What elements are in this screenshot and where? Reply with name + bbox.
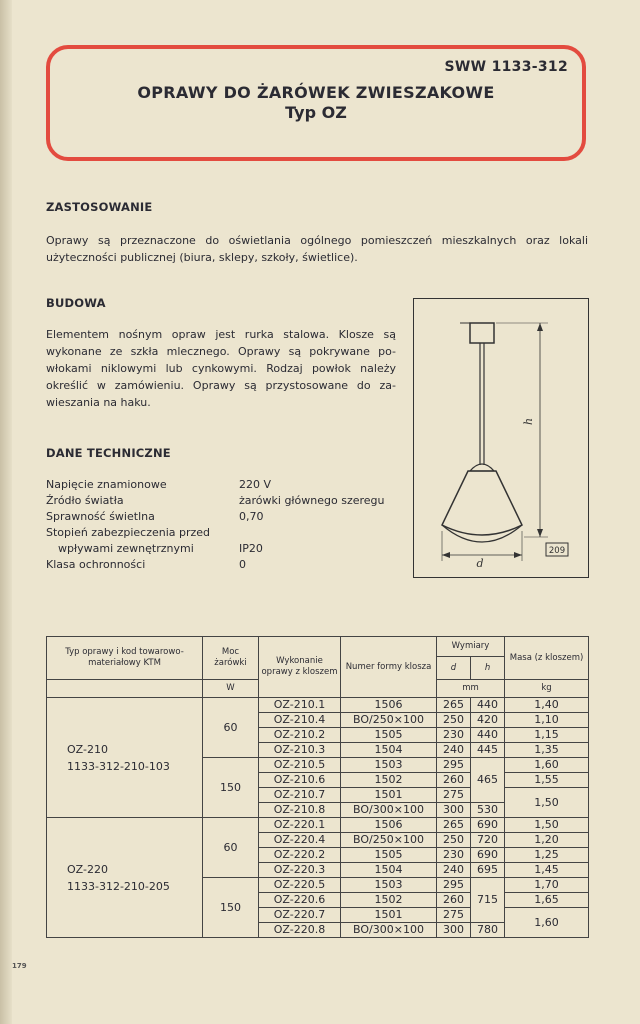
dim-h-arrow-bottom	[537, 529, 543, 537]
form-cell: 1506	[341, 818, 437, 833]
dim-d-label: d	[476, 557, 484, 570]
spec-value: 0,70	[239, 510, 264, 523]
form-cell: 1504	[341, 863, 437, 878]
d-cell: 295	[437, 878, 471, 893]
header-mass: Masa (z kloszem)	[505, 637, 589, 680]
h-cell: 780	[471, 923, 505, 938]
mass-cell: 1,10	[505, 713, 589, 728]
form-cell: 1505	[341, 728, 437, 743]
form-cell: BO/300×100	[341, 923, 437, 938]
exec-cell: OZ-210.1	[259, 698, 341, 713]
spec-label: Napięcie znamionowe	[46, 478, 167, 491]
heading-zastosowanie: ZASTOSOWANIE	[46, 200, 153, 214]
d-cell: 230	[437, 848, 471, 863]
heading-budowa: BUDOWA	[46, 296, 106, 310]
exec-cell: OZ-220.7	[259, 908, 341, 923]
canopy-shape	[470, 323, 494, 343]
lamp-holder	[470, 464, 494, 471]
form-cell: 1504	[341, 743, 437, 758]
power-cell: 150	[203, 758, 259, 818]
exec-cell: OZ-210.7	[259, 788, 341, 803]
product-table	[46, 636, 589, 938]
mass-cell-shared: 1,50	[505, 788, 589, 818]
spec-row	[46, 541, 406, 557]
h-cell: 695	[471, 863, 505, 878]
spec-row	[46, 557, 406, 573]
table-row	[47, 818, 589, 833]
budowa-line-5: wieszania na haku.	[46, 396, 151, 409]
exec-cell: OZ-220.3	[259, 863, 341, 878]
dim-d-arrow-right	[514, 552, 522, 558]
mass-cell: 1,70	[505, 878, 589, 893]
lamp-drawing	[413, 298, 589, 578]
exec-cell: OZ-210.6	[259, 773, 341, 788]
exec-cell: OZ-210.5	[259, 758, 341, 773]
budowa-line-3: włokami niklowymi lub cynkowymi. Rodzaj powłok należy	[46, 362, 396, 375]
d-cell: 240	[437, 863, 471, 878]
spec-value: IP20	[239, 542, 263, 555]
h-cell: 690	[471, 818, 505, 833]
exec-cell: OZ-220.4	[259, 833, 341, 848]
form-cell: BO/250×100	[341, 833, 437, 848]
form-cell: 1502	[341, 893, 437, 908]
exec-cell: OZ-210.8	[259, 803, 341, 818]
mass-cell: 1,20	[505, 833, 589, 848]
reference-number: 209	[548, 546, 566, 556]
mass-cell-shared: 1,60	[505, 908, 589, 938]
power-cell: 60	[203, 698, 259, 758]
d-cell: 265	[437, 818, 471, 833]
dim-d-arrow-left	[442, 552, 450, 558]
form-cell: 1506	[341, 698, 437, 713]
exec-cell: OZ-220.2	[259, 848, 341, 863]
spec-label: Klasa ochronności	[46, 558, 146, 571]
dim-h-arrow-top	[537, 323, 543, 331]
shade-bottom	[442, 525, 522, 542]
ktm-code: 1133-312-210-103	[67, 759, 170, 773]
spec-label: Źródło światła	[46, 494, 124, 507]
form-cell: 1503	[341, 758, 437, 773]
mass-cell: 1,35	[505, 743, 589, 758]
form-cell: 1505	[341, 848, 437, 863]
lamp-shade	[442, 471, 522, 535]
d-cell: 275	[437, 908, 471, 923]
d-cell: 300	[437, 803, 471, 818]
standard-code: SWW 1133-312	[444, 59, 568, 75]
budowa-text	[46, 326, 396, 411]
exec-cell: OZ-210.3	[259, 743, 341, 758]
ktm-code: 1133-312-210-205	[67, 879, 170, 893]
mass-cell: 1,25	[505, 848, 589, 863]
d-cell: 240	[437, 743, 471, 758]
header-power: Moc żarówki	[203, 637, 259, 680]
form-cell: BO/250×100	[341, 713, 437, 728]
exec-cell: OZ-220.1	[259, 818, 341, 833]
h-cell: 420	[471, 713, 505, 728]
header-execution: Wykonanie oprawy z kloszem	[259, 637, 341, 698]
budowa-line-2: wykonane ze szkła mlecznego. Oprawy są pokrywane po-	[46, 345, 396, 358]
d-cell: 265	[437, 698, 471, 713]
mass-cell: 1,65	[505, 893, 589, 908]
h-cell: 445	[471, 743, 505, 758]
mass-cell: 1,60	[505, 758, 589, 773]
h-cell: 530	[471, 803, 505, 818]
technical-data-list	[46, 477, 406, 573]
mass-cell: 1,50	[505, 818, 589, 833]
page-edge	[0, 0, 12, 1024]
page-number: 179	[12, 962, 27, 970]
zastosowanie-line-2: użyteczności publicznej (biura, sklepy, szkoły, świetlice).	[46, 251, 358, 264]
h-cell: 690	[471, 848, 505, 863]
exec-cell: OZ-210.4	[259, 713, 341, 728]
type-cell	[47, 818, 203, 938]
mass-cell: 1,45	[505, 863, 589, 878]
unit-w: W	[203, 680, 259, 698]
spec-row	[46, 477, 406, 493]
spec-label: Stopień zabezpieczenia przed	[46, 526, 211, 539]
type-name: OZ-210	[67, 742, 108, 756]
power-cell: 60	[203, 818, 259, 878]
exec-cell: OZ-220.8	[259, 923, 341, 938]
d-cell: 260	[437, 893, 471, 908]
d-cell: 230	[437, 728, 471, 743]
d-cell: 295	[437, 758, 471, 773]
d-cell: 260	[437, 773, 471, 788]
d-cell: 300	[437, 923, 471, 938]
exec-cell: OZ-210.2	[259, 728, 341, 743]
budowa-line-4: określić w zamówieniu. Oprawy są przystosowane do za-	[46, 379, 396, 392]
h-cell: 440	[471, 728, 505, 743]
heading-dane-techniczne: DANE TECHNICZNE	[46, 446, 171, 460]
h-cell: 720	[471, 833, 505, 848]
spec-row	[46, 493, 406, 509]
spec-row	[46, 509, 406, 525]
type-cell	[47, 698, 203, 818]
spec-label: Sprawność świetlna	[46, 510, 155, 523]
form-cell: 1501	[341, 908, 437, 923]
mass-cell: 1,55	[505, 773, 589, 788]
exec-cell: OZ-220.6	[259, 893, 341, 908]
header-dimensions: Wymiary	[437, 637, 505, 657]
zastosowanie-line-1: Oprawy są przeznaczone do oświetlania ogólnego pomieszczeń mieszkalnych oraz lokali	[46, 234, 588, 247]
mass-cell: 1,15	[505, 728, 589, 743]
header-d: d	[437, 657, 471, 680]
table-row	[47, 698, 589, 713]
dim-h-label: h	[522, 417, 535, 425]
header-h: h	[471, 657, 505, 680]
document-subtitle: Typ OZ	[285, 103, 347, 122]
unit-mm: mm	[437, 680, 505, 698]
header-box	[46, 45, 586, 161]
form-cell: 1501	[341, 788, 437, 803]
header-form: Numer formy klosza	[341, 637, 437, 698]
power-cell: 150	[203, 878, 259, 938]
h-cell-shared: 715	[471, 878, 505, 923]
unit-kg: kg	[505, 680, 589, 698]
form-cell: 1502	[341, 773, 437, 788]
document-title: OPRAWY DO ŻARÓWEK ZWIESZAKOWE	[137, 83, 495, 102]
form-cell: BO/300×100	[341, 803, 437, 818]
spec-value: 0	[239, 558, 246, 571]
spec-value: żarówki głównego szeregu	[239, 494, 385, 507]
d-cell: 250	[437, 713, 471, 728]
header-unit-blank	[47, 680, 203, 698]
d-cell: 275	[437, 788, 471, 803]
spec-label: wpływami zewnętrznymi	[58, 542, 194, 555]
budowa-line-1: Elementem nośnym opraw jest rurka stalowa. Klosze są	[46, 328, 396, 341]
d-cell: 250	[437, 833, 471, 848]
h-cell-shared: 465	[471, 758, 505, 803]
mass-cell: 1,40	[505, 698, 589, 713]
type-name: OZ-220	[67, 862, 108, 876]
header-type: Typ oprawy i kod towarowo-materiałowy KTM	[47, 637, 203, 680]
lamp-drawing-svg	[414, 299, 590, 579]
form-cell: 1503	[341, 878, 437, 893]
spec-row	[46, 525, 406, 541]
spec-value: 220 V	[239, 478, 272, 491]
exec-cell: OZ-220.5	[259, 878, 341, 893]
h-cell: 440	[471, 698, 505, 713]
